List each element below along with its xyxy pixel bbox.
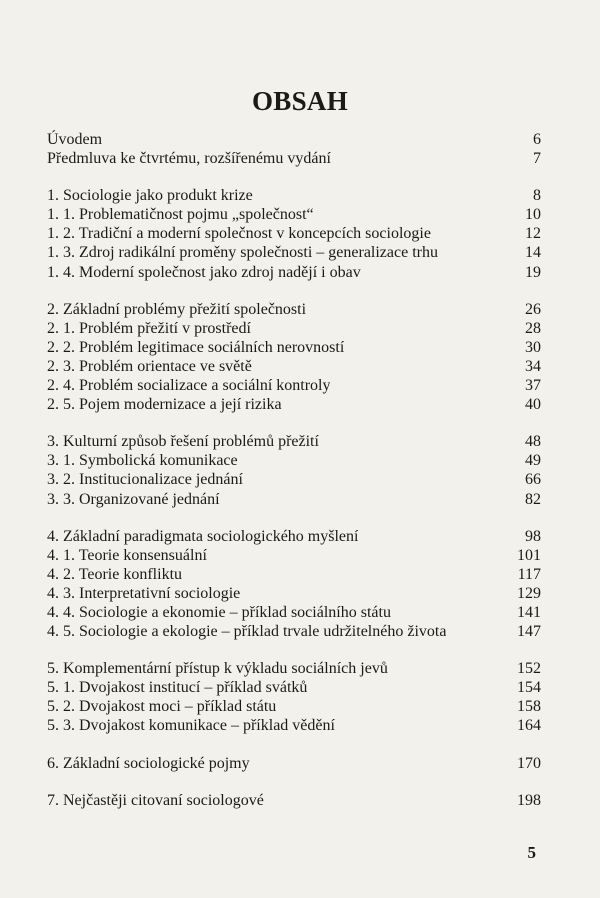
toc-section [47, 186, 541, 281]
page-title: OBSAH [251, 86, 349, 116]
toc-entry-title: 4. Základní paradigmata sociologického myšlení [47, 527, 359, 545]
toc-entry-page: 147 [517, 623, 541, 641]
toc-entry-page: 154 [517, 679, 541, 697]
toc-entry-page: 164 [517, 717, 541, 735]
toc-entry-title: 3. 2. Institucionalizace jednání [47, 471, 243, 489]
toc-entry [47, 149, 541, 168]
toc-entry-title: 1. 4. Moderní společnost jako zdroj nadějí i obav [47, 263, 361, 281]
toc-entry [47, 357, 541, 376]
toc-entry-page: 152 [517, 660, 541, 678]
toc-entry-title: 3. 1. Symbolická komunikace [47, 452, 238, 470]
toc-entry-title: 5. 1. Dvojakost institucí – příklad svátků [47, 679, 308, 697]
toc-entry-page: 158 [517, 698, 541, 716]
toc-entry [47, 205, 541, 224]
toc-entry-title: 6. Základní sociologické pojmy [47, 754, 250, 772]
toc-entry [47, 395, 541, 414]
toc-entry [47, 527, 541, 546]
toc-entry-title: 5. 2. Dvojakost moci – příklad státu [47, 698, 277, 716]
toc-entry [47, 432, 541, 451]
table-of-contents [47, 130, 541, 810]
toc-entry-page: 82 [525, 490, 541, 508]
toc-entry-title: 2. 5. Pojem modernizace a její rizika [47, 396, 282, 414]
page-number: 5 [527, 843, 536, 862]
toc-section [47, 527, 541, 642]
toc-entry-title: 4. 2. Teorie konfliktu [47, 565, 183, 583]
toc-entry-title: 3. Kulturní způsob řešení problémů přežití [47, 433, 319, 451]
toc-entry-title: 1. 3. Zdroj radikální proměny společnosti – generalizace trhu [47, 244, 438, 262]
toc-entry-title: 5. 3. Dvojakost komunikace – příklad vědění [47, 717, 335, 735]
toc-entry-page: 49 [525, 452, 541, 470]
toc-entry-page: 12 [525, 225, 541, 243]
toc-entry-page: 7 [533, 150, 541, 168]
toc-entry-page: 6 [533, 131, 541, 148]
toc-entry-page: 170 [517, 754, 541, 772]
toc-entry [47, 300, 541, 319]
toc-entry-title: 2. 1. Problém přežití v prostředí [47, 319, 251, 337]
toc-entry [47, 565, 541, 584]
toc-entry-page: 66 [525, 471, 541, 489]
toc-entry [47, 603, 541, 622]
toc-entry [47, 319, 541, 338]
toc-entry-title: 2. 3. Problém orientace ve světě [47, 357, 252, 375]
toc-entry [47, 243, 541, 262]
toc-entry [47, 186, 541, 205]
toc-entry-page: 26 [525, 300, 541, 318]
toc-entry-page: 117 [517, 565, 541, 583]
toc-entry-title: Předmluva ke čtvrtému, rozšířenému vydání [47, 150, 331, 168]
toc-entry-page: 129 [517, 584, 541, 602]
toc-entry-page: 34 [525, 357, 541, 375]
toc-entry [47, 754, 541, 773]
toc-entry-title: 1. 2. Tradiční a moderní společnost v koncepcích sociologie [47, 225, 431, 243]
toc-entry-title: 2. 2. Problém legitimace sociálních nerovností [47, 338, 345, 356]
toc-entry [47, 263, 541, 282]
toc-entry-page: 48 [525, 433, 541, 451]
toc-entry [47, 659, 541, 678]
toc-entry [47, 697, 541, 716]
toc-entry [47, 546, 541, 565]
toc-entry [47, 716, 541, 735]
toc-entry [47, 490, 541, 509]
toc-entry [47, 622, 541, 641]
toc-entry-page: 10 [525, 206, 541, 224]
toc-entry [47, 130, 541, 149]
toc-entry-title: 1. Sociologie jako produkt krize [47, 187, 253, 205]
toc-entry-page: 19 [525, 263, 541, 281]
toc-entry-page: 28 [525, 319, 541, 337]
toc-entry-page: 98 [525, 527, 541, 545]
toc-section [47, 791, 541, 810]
toc-entry [47, 224, 541, 243]
toc-entry [47, 470, 541, 489]
toc-entry-title: 1. 1. Problematičnost pojmu „společnost“ [47, 206, 314, 224]
toc-entry-title: 4. 5. Sociologie a ekologie – příklad trvale udržitelného života [47, 623, 447, 641]
toc-entry-page: 198 [517, 791, 541, 809]
toc-entry-title: 7. Nejčastěji citovaní sociologové [47, 791, 264, 809]
toc-section [47, 432, 541, 508]
toc-section [47, 130, 541, 168]
toc-entry [47, 376, 541, 395]
toc-entry-page: 101 [517, 546, 541, 564]
toc-section [47, 754, 541, 773]
toc-entry [47, 338, 541, 357]
toc-section [47, 300, 541, 415]
toc-section [47, 659, 541, 735]
toc-entry-title: 2. Základní problémy přežití společnosti [47, 300, 307, 318]
toc-entry [47, 678, 541, 697]
toc-entry-title: 2. 4. Problém socializace a sociální kontroly [47, 377, 331, 395]
toc-entry-title: Úvodem [47, 131, 103, 148]
toc-entry-page: 30 [525, 338, 541, 356]
toc-entry-title: 4. 3. Interpretativní sociologie [47, 584, 241, 602]
toc-entry-page: 14 [525, 244, 541, 262]
toc-entry-page: 8 [533, 187, 541, 205]
toc-entry-page: 141 [517, 603, 541, 621]
toc-entry [47, 791, 541, 810]
toc-entry [47, 584, 541, 603]
toc-entry [47, 451, 541, 470]
toc-entry-title: 4. 1. Teorie konsensuální [47, 546, 207, 564]
toc-entry-title: 3. 3. Organizované jednání [47, 490, 220, 508]
toc-entry-title: 5. Komplementární přístup k výkladu sociálních jevů [47, 660, 388, 678]
toc-entry-page: 40 [525, 396, 541, 414]
toc-entry-page: 37 [525, 377, 541, 395]
toc-entry-title: 4. 4. Sociologie a ekonomie – příklad sociálního státu [47, 603, 391, 621]
